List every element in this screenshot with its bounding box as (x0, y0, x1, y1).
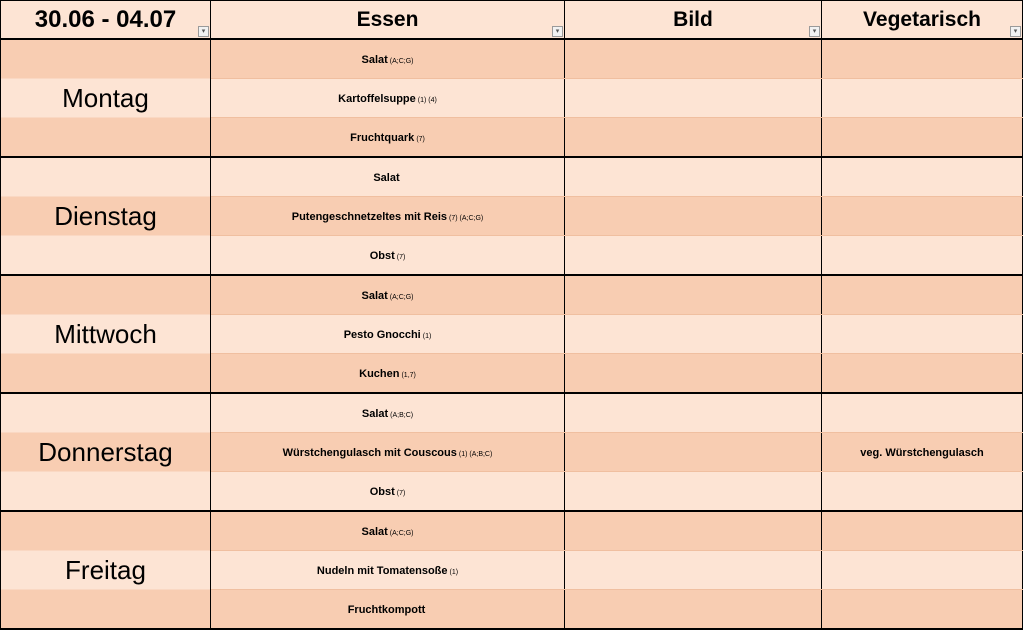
dish-cell[interactable] (211, 157, 565, 197)
image-cell[interactable] (565, 551, 822, 590)
image-column-label: Bild (673, 7, 713, 31)
table-row (1, 393, 1023, 433)
dish-name: Putengeschnetzeltes mit Reis (291, 211, 448, 223)
day-name-cell[interactable]: Dienstag (1, 157, 211, 275)
dish-name: Obst (369, 250, 395, 262)
dish-cell[interactable] (211, 511, 565, 551)
vegetarian-cell[interactable] (822, 236, 1023, 276)
menu-body (1, 39, 1023, 629)
dish-cell[interactable] (211, 472, 565, 512)
allergen-tags: (A;C;G) (389, 58, 414, 65)
vegetarian-cell[interactable] (822, 39, 1023, 79)
day-name-cell[interactable]: Montag (1, 39, 211, 157)
table-row (1, 157, 1023, 197)
image-column-header (565, 1, 822, 40)
dish-name: Kuchen (359, 368, 400, 380)
allergen-tags: (7) (416, 136, 425, 143)
vegetarian-cell[interactable] (822, 551, 1023, 590)
dish-cell[interactable] (211, 315, 565, 354)
dish-name: Salat (361, 54, 388, 66)
allergen-tags: (A;C;G) (389, 294, 414, 301)
table-row (1, 511, 1023, 551)
dish-cell[interactable] (211, 433, 565, 472)
vegetarian-cell[interactable] (822, 511, 1023, 551)
allergen-tags: (7) (396, 254, 406, 261)
vegetarian-cell[interactable] (822, 472, 1023, 512)
header-row (1, 1, 1023, 40)
allergen-tags: (A;B;C) (390, 412, 414, 419)
filter-dropdown-icon[interactable]: ▾ (809, 26, 820, 37)
date-range-header (1, 1, 211, 40)
date-range-label: 30.06 - 04.07 (34, 5, 177, 33)
food-column-header (211, 1, 565, 40)
vegetarian-option: veg. Würstchengulasch (860, 447, 984, 459)
vegetarian-cell[interactable] (822, 118, 1023, 158)
dish-name: Salat (373, 172, 400, 184)
dish-name: Fruchtquark (350, 132, 415, 144)
dish-name: Pesto Gnocchi (343, 329, 421, 341)
dish-cell[interactable] (211, 79, 565, 118)
vegetarian-cell[interactable] (822, 79, 1023, 118)
dish-name: Fruchtkompott (347, 604, 426, 616)
dish-cell[interactable] (211, 236, 565, 276)
vegetarian-cell[interactable] (822, 393, 1023, 433)
allergen-tags: (1) (4) (417, 97, 437, 104)
image-cell[interactable] (565, 197, 822, 236)
vegetarian-cell[interactable] (822, 157, 1023, 197)
dish-name: Salat (361, 408, 389, 420)
image-cell[interactable] (565, 590, 822, 630)
dish-cell[interactable] (211, 197, 565, 236)
table-row (1, 275, 1023, 315)
image-cell[interactable] (565, 39, 822, 79)
vegetarian-column-header (822, 1, 1023, 40)
allergen-tags: (1) (449, 569, 459, 576)
image-cell[interactable] (565, 315, 822, 354)
food-column-label: Essen (356, 7, 419, 31)
allergen-tags: (1,7) (401, 372, 416, 379)
filter-dropdown-icon[interactable]: ▾ (1010, 26, 1021, 37)
image-cell[interactable] (565, 275, 822, 315)
dish-name: Obst (369, 486, 395, 498)
dish-cell[interactable] (211, 354, 565, 394)
dish-name: Würstchengulasch mit Couscous (282, 447, 457, 459)
table-row (1, 39, 1023, 79)
vegetarian-cell[interactable] (822, 433, 1023, 472)
dish-cell[interactable] (211, 275, 565, 315)
day-name-cell[interactable]: Freitag (1, 511, 211, 629)
image-cell[interactable] (565, 118, 822, 158)
image-cell[interactable] (565, 393, 822, 433)
dish-name: Salat (361, 290, 388, 302)
vegetarian-cell[interactable] (822, 354, 1023, 394)
dish-name: Salat (361, 526, 388, 538)
filter-dropdown-icon[interactable]: ▾ (198, 26, 209, 37)
image-cell[interactable] (565, 433, 822, 472)
dish-cell[interactable] (211, 39, 565, 79)
allergen-tags: (7) (396, 490, 406, 497)
image-cell[interactable] (565, 79, 822, 118)
dish-cell[interactable] (211, 393, 565, 433)
image-cell[interactable] (565, 157, 822, 197)
vegetarian-cell[interactable] (822, 197, 1023, 236)
allergen-tags: (7) (A;C;G) (449, 215, 484, 222)
allergen-tags: (1) (A;B;C) (458, 451, 493, 458)
vegetarian-column-label: Vegetarisch (863, 7, 981, 31)
image-cell[interactable] (565, 236, 822, 276)
allergen-tags: (1) (422, 333, 432, 340)
image-cell[interactable] (565, 354, 822, 394)
vegetarian-cell[interactable] (822, 590, 1023, 630)
image-cell[interactable] (565, 511, 822, 551)
dish-cell[interactable] (211, 590, 565, 630)
vegetarian-cell[interactable] (822, 315, 1023, 354)
filter-dropdown-icon[interactable]: ▾ (552, 26, 563, 37)
dish-cell[interactable] (211, 118, 565, 158)
dish-name: Kartoffelsuppe (338, 93, 416, 105)
dish-name: Nudeln mit Tomatensoße (316, 565, 448, 577)
day-name-cell[interactable]: Donnerstag (1, 393, 211, 511)
image-cell[interactable] (565, 472, 822, 512)
day-name-cell[interactable]: Mittwoch (1, 275, 211, 393)
dish-cell[interactable] (211, 551, 565, 590)
vegetarian-cell[interactable] (822, 275, 1023, 315)
allergen-tags: (A;C;G) (389, 530, 414, 537)
